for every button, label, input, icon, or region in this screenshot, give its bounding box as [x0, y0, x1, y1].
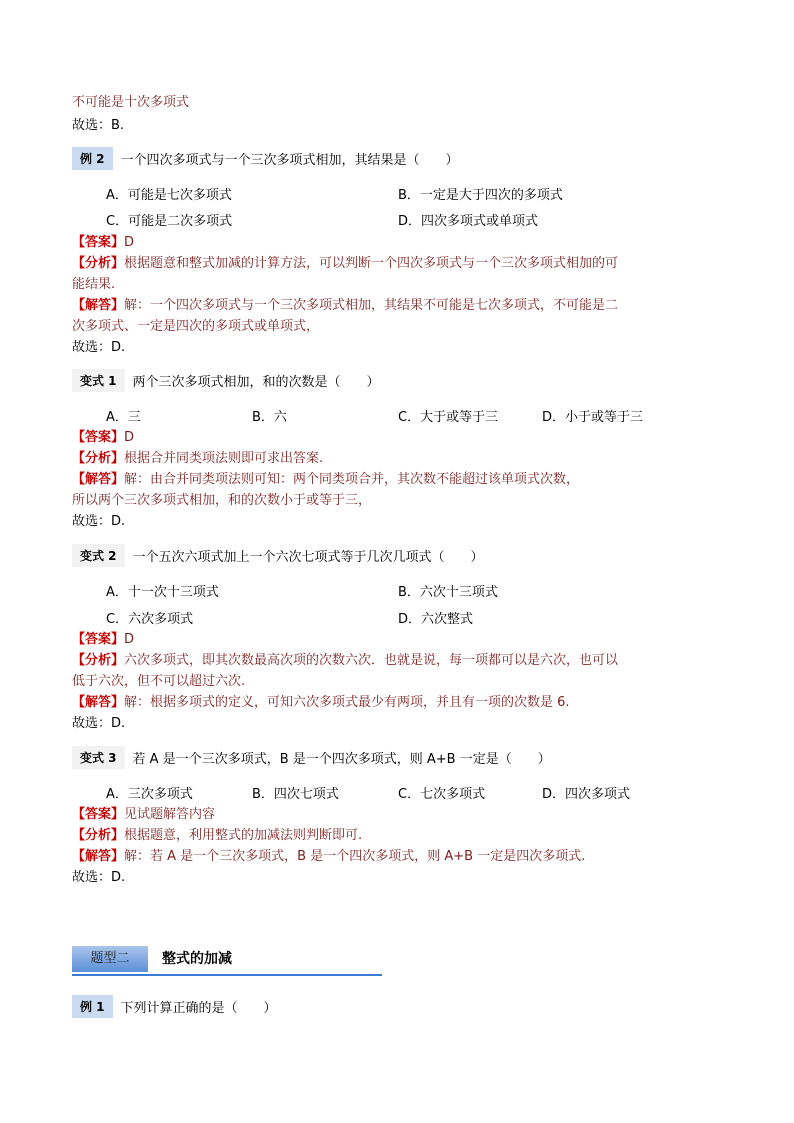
section-badge: 题型二	[72, 946, 148, 972]
answer-value: 见试题解答内容	[124, 807, 216, 822]
option-a: A．十一次十三项式	[106, 585, 219, 600]
answer-value: D	[124, 430, 135, 445]
solution-text: 解：根据多项式的定义，可知六次多项式最少有两项，并且有一项的次数是 6.	[124, 695, 570, 710]
option-c: C．可能是二次多项式	[106, 214, 233, 229]
question-label: 变式 2	[72, 544, 125, 567]
solution-text: 解：一个四次多项式与一个三次多项式相加，其结果不可能是七次多项式，不可能是二	[124, 298, 619, 313]
analysis-line	[72, 450, 323, 468]
solution-tag: 【解答】	[72, 298, 125, 313]
option-b: B．六	[252, 410, 287, 425]
analysis-tag: 【分析】	[72, 451, 125, 466]
answer-tag: 【答案】	[72, 235, 125, 250]
question-label: 例 1	[72, 995, 113, 1018]
option-c: C．六次多项式	[106, 612, 194, 627]
analysis-tag: 【分析】	[72, 653, 125, 668]
option-c: C．七次多项式	[398, 787, 486, 802]
option-d: D．四次多项式	[542, 787, 631, 802]
section-title: 整式的加减	[162, 951, 232, 967]
answer-line	[72, 234, 134, 252]
solution-tag: 【解答】	[72, 695, 125, 710]
option-a: A．三次多项式	[106, 787, 193, 802]
answer-tag: 【答案】	[72, 632, 125, 647]
solution-cont: 次多项式、一定是四次的多项式或单项式，	[72, 319, 320, 334]
option-c: C．大于或等于三	[398, 410, 499, 425]
question-text: 若 A 是一个三次多项式，B 是一个四次多项式，则 A+B 一定是（ ）	[132, 751, 551, 767]
solution-text: 解：若 A 是一个三次多项式，B 是一个四次多项式，则 A+B 一定是四次多项式.	[124, 849, 586, 864]
analysis-line	[72, 827, 362, 845]
answer-value: D	[124, 235, 135, 250]
choice-line: 故选：D.	[72, 514, 126, 529]
answer-tag: 【答案】	[72, 807, 125, 822]
analysis-cont: 低于六次，但不可以超过六次.	[72, 674, 246, 689]
analysis-text: 根据题意，利用整式的加减法则判断即可.	[124, 828, 363, 843]
analysis-cont: 能结果.	[72, 277, 116, 292]
section-header	[72, 946, 382, 976]
solution-tag: 【解答】	[72, 472, 125, 487]
analysis-text: 六次多项式，即其次数最高次项的次数六次．也就是说，每一项都可以是六次，也可以	[124, 653, 619, 668]
analysis-line	[72, 255, 618, 273]
solution-tag: 【解答】	[72, 849, 125, 864]
answer-value: D	[124, 632, 135, 647]
question-var2	[72, 543, 484, 567]
answer-tag: 【答案】	[72, 430, 125, 445]
solution-cont: 所以两个三次多项式相加，和的次数小于或等于三，	[72, 493, 372, 508]
analysis-line	[72, 652, 618, 670]
answer-line	[72, 631, 134, 649]
question-label: 变式 3	[72, 746, 125, 769]
option-a: A．可能是七次多项式	[106, 188, 232, 203]
answer-line	[72, 429, 134, 447]
choice-line: 故选：D.	[72, 716, 126, 731]
analysis-text: 根据合并同类项法则即可求出答案.	[124, 451, 324, 466]
solution-line	[72, 297, 618, 315]
option-b: B．四次七项式	[252, 787, 339, 802]
option-a: A．三	[106, 410, 141, 425]
option-d: D．小于或等于三	[542, 410, 644, 425]
question-label: 变式 1	[72, 369, 125, 392]
choice-line: 故选：B.	[72, 118, 125, 133]
choice-line: 故选：D.	[72, 340, 126, 355]
question-text: 两个三次多项式相加，和的次数是（ ）	[132, 374, 380, 390]
question-var1	[72, 368, 380, 392]
question-text: 一个五次六项式加上一个六次七项式等于几次几项式（ ）	[132, 549, 484, 565]
question-var3	[72, 745, 551, 769]
answer-line	[72, 806, 215, 824]
option-b: B．六次十三项式	[398, 585, 498, 600]
solution-line	[72, 848, 585, 866]
analysis-tag: 【分析】	[72, 256, 125, 271]
question-ex2	[72, 146, 459, 170]
solution-text: 解：由合并同类项法则可知：两个同类项合并，其次数不能超过该单项式次数，	[124, 472, 580, 487]
question-label: 例 2	[72, 147, 113, 170]
text-line: 不可能是十次多项式	[72, 95, 190, 110]
question-text: 下列计算正确的是（ ）	[120, 1000, 277, 1016]
solution-line	[72, 694, 570, 712]
analysis-text: 根据题意和整式加减的计算方法，可以判断一个四次多项式与一个三次多项式相加的可	[124, 256, 619, 271]
option-b: B．一定是大于四次的多项式	[398, 188, 563, 203]
choice-line: 故选：D.	[72, 870, 126, 885]
analysis-tag: 【分析】	[72, 828, 125, 843]
question-ex1	[72, 994, 277, 1018]
option-d: D．六次整式	[398, 612, 474, 627]
solution-line	[72, 471, 579, 489]
question-text: 一个四次多项式与一个三次多项式相加，其结果是（ ）	[120, 152, 459, 168]
option-d: D．四次多项式或单项式	[398, 214, 539, 229]
